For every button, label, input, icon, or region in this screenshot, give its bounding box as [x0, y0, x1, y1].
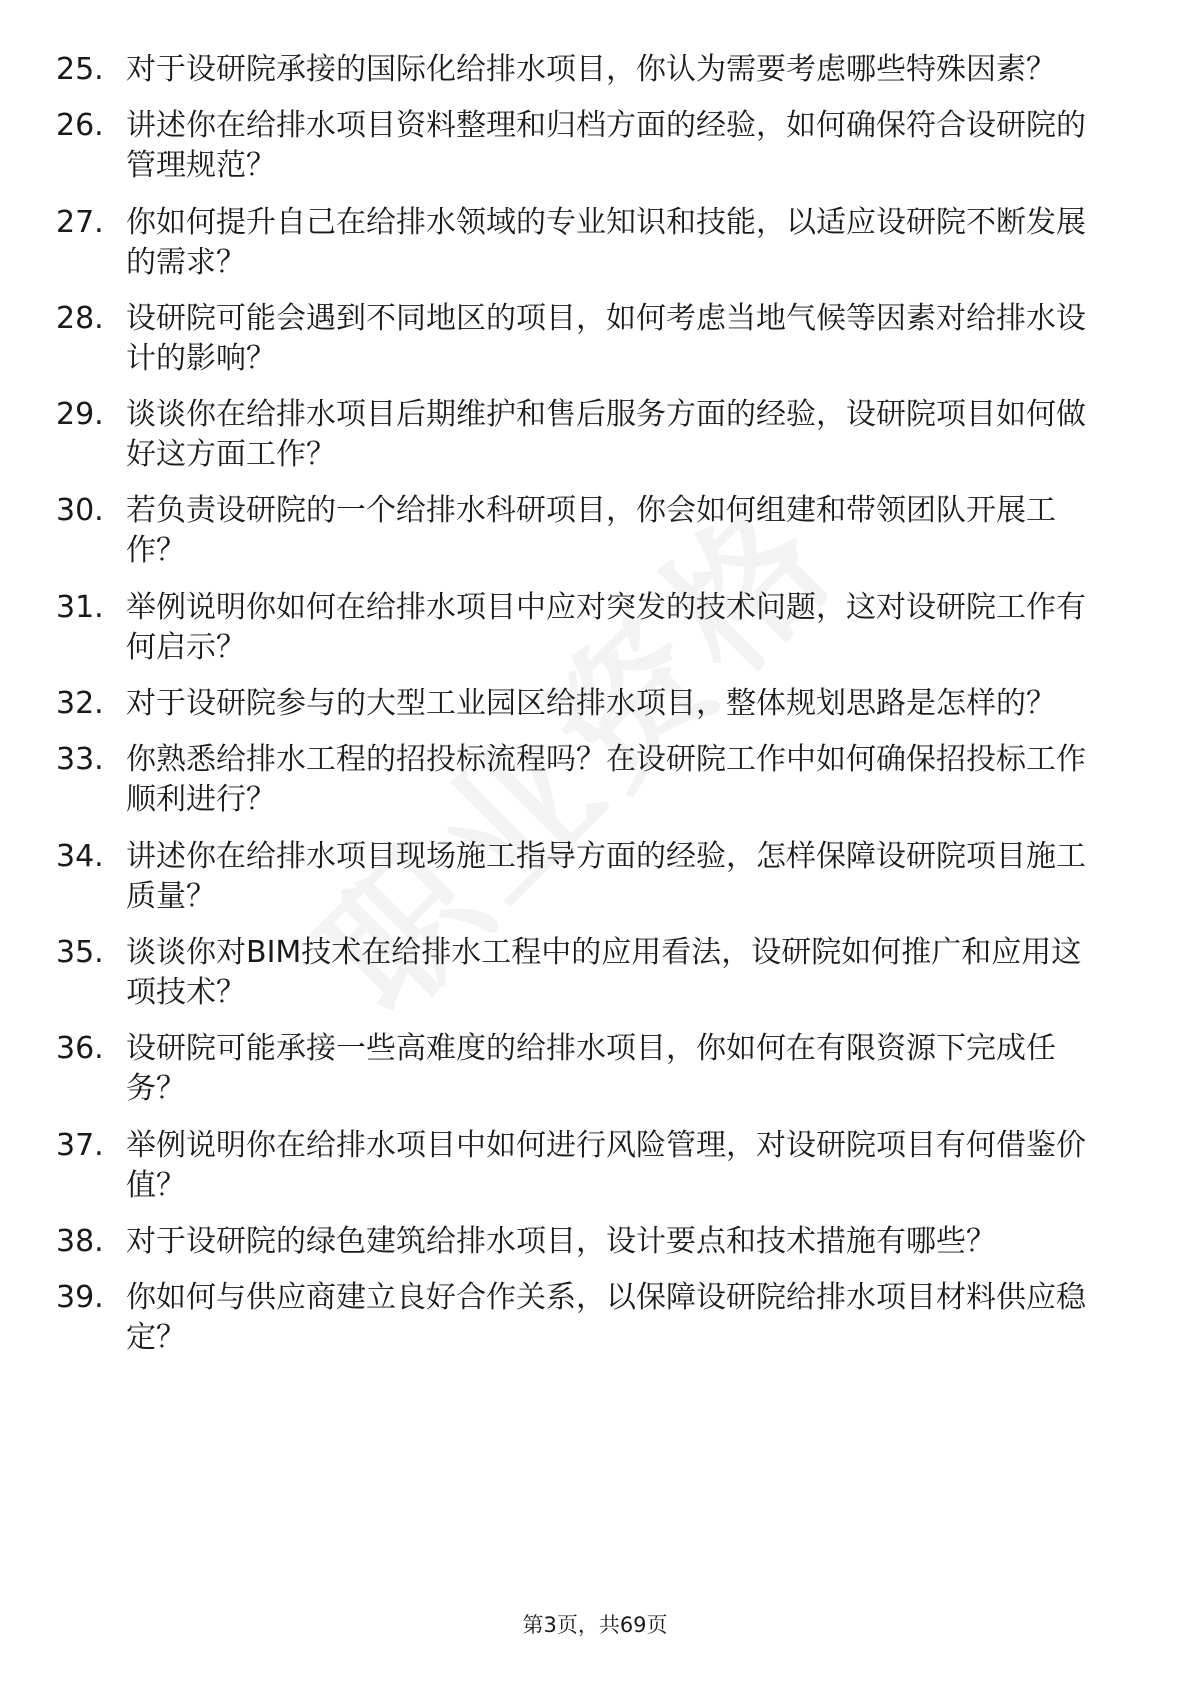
question-text: 谈谈你在给排水项目后期维护和售后服务方面的经验，设研院项目如何做好这方面工作？ [126, 397, 1086, 473]
question-number: 35. [56, 934, 104, 970]
question-number: 36. [56, 1031, 104, 1067]
page-number-footer: 第3页，共69页 [522, 1613, 668, 1637]
question-text: 你熟悉给排水工程的招投标流程吗？在设研院工作中如何确保招投标工作顺利进行？ [126, 742, 1086, 818]
question-number: 27. [56, 204, 104, 240]
question-item [0, 837, 1190, 917]
question-number: 38. [56, 1223, 104, 1259]
question-number: 33. [56, 742, 104, 778]
question-text: 讲述你在给排水项目现场施工指导方面的经验，怎样保障设研院项目施工质量？ [126, 838, 1086, 914]
question-item [0, 933, 1190, 1013]
question-item [0, 299, 1190, 379]
question-number: 26. [56, 108, 104, 144]
question-text: 讲述你在给排水项目资料整理和归档方面的经验，如何确保符合设研院的管理规范？ [126, 108, 1086, 184]
question-item [0, 588, 1190, 668]
question-text: 设研院可能会遇到不同地区的项目，如何考虑当地气候等因素对给排水设计的影响？ [126, 300, 1086, 376]
question-list [0, 50, 1190, 1374]
question-number: 39. [56, 1280, 104, 1316]
question-number: 30. [56, 493, 104, 529]
question-number: 25. [56, 52, 104, 87]
question-text: 你如何与供应商建立良好合作关系，以保障设研院给排水项目材料供应稳定？ [126, 1280, 1086, 1356]
question-number: 29. [56, 397, 104, 433]
question-text: 举例说明你如何在给排水项目中应对突发的技术问题，这对设研院工作有何启示？ [126, 589, 1086, 665]
question-item [0, 740, 1190, 820]
question-text: 若负责设研院的一个给排水科研项目，你会如何组建和带领团队开展工作？ [126, 493, 1056, 569]
question-number: 34. [56, 838, 104, 874]
question-item [0, 1278, 1190, 1358]
question-item [0, 1126, 1190, 1206]
question-number: 31. [56, 589, 104, 625]
question-number: 32. [56, 686, 104, 722]
question-item [0, 203, 1190, 283]
question-text: 对于设研院承接的国际化给排水项目，你认为需要考虑哪些特殊因素？ [126, 52, 1056, 87]
question-text: 谈谈你对BIM技术在给排水工程中的应用看法，设研院如何推广和应用这项技术？ [126, 934, 1082, 1010]
question-number: 28. [56, 300, 104, 336]
question-text: 你如何提升自己在给排水领域的专业知识和技能，以适应设研院不断发展的需求？ [126, 204, 1086, 280]
question-item [0, 1222, 1190, 1262]
question-text: 举例说明你在给排水项目中如何进行风险管理，对设研院项目有何借鉴价值？ [126, 1127, 1086, 1203]
question-item [0, 491, 1190, 571]
question-text: 对于设研院的绿色建筑给排水项目，设计要点和技术措施有哪些？ [126, 1223, 996, 1259]
question-item [0, 395, 1190, 475]
question-text: 设研院可能承接一些高难度的给排水项目，你如何在有限资源下完成任务？ [126, 1031, 1056, 1107]
question-number: 37. [56, 1127, 104, 1163]
question-item [0, 684, 1190, 724]
question-item [0, 1029, 1190, 1109]
question-text: 对于设研院参与的大型工业园区给排水项目，整体规划思路是怎样的？ [126, 686, 1056, 722]
question-item [0, 50, 1190, 90]
question-item [0, 106, 1190, 186]
